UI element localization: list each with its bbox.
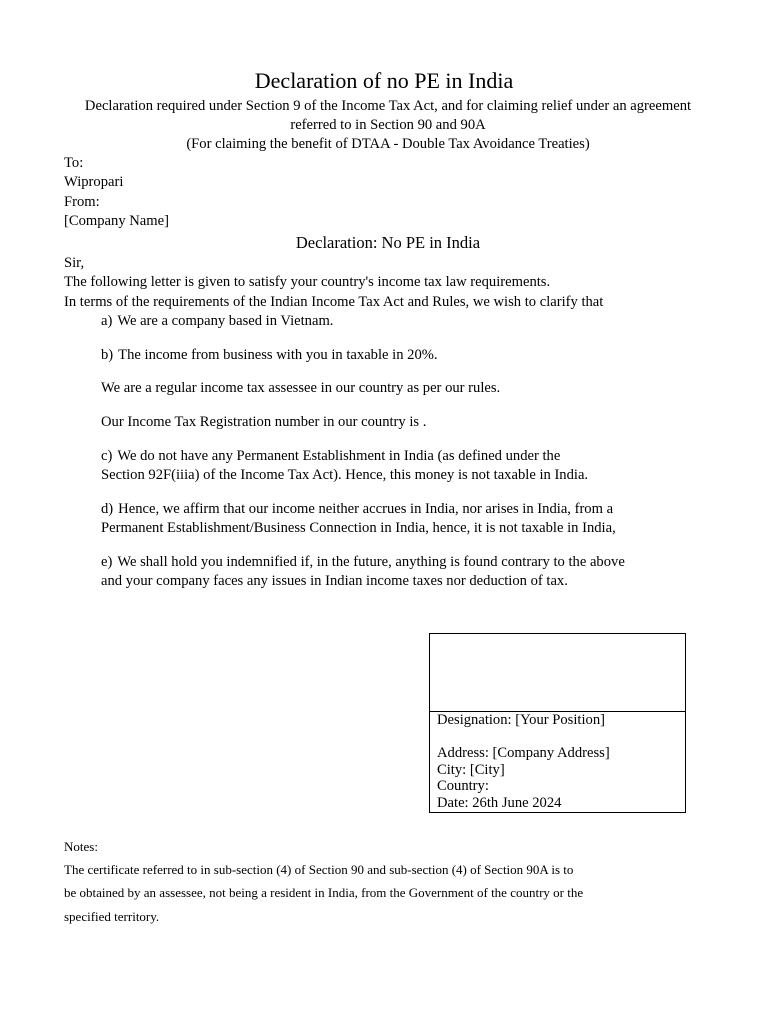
intro-line: In terms of the requirements of the Indian Income Tax Act and Rules, we wish to clarify that [64, 293, 604, 310]
signature-area [430, 634, 685, 712]
declaration-item-assessee [101, 379, 500, 398]
country-field: Country: [437, 778, 489, 795]
item-text: We shall hold you indemnified if, in the future, anything is found contrary to the above [117, 554, 625, 570]
item-text: Hence, we affirm that our income neither accrues in India, nor arises in India, from a [118, 501, 614, 517]
declaration-item-a [101, 312, 333, 331]
item-text: Our Income Tax Registration number in our country is . [101, 414, 427, 430]
city-field: City: [City] [437, 761, 505, 778]
declaration-item-b [101, 346, 438, 365]
declaration-item-registration [101, 413, 426, 432]
item-mark: e) [101, 554, 113, 570]
item-mark: c) [101, 448, 113, 464]
designation-field: Designation: [Your Position] [437, 712, 605, 728]
item-text: The income from business with you in taxable in 20%. [118, 347, 438, 363]
item-text: We do not have any Permanent Establishment in India (as defined under the [117, 448, 561, 464]
signature-box [429, 633, 686, 813]
declaration-item-e [101, 553, 625, 592]
item-mark: d) [101, 501, 114, 517]
date-field: Date: 26th June 2024 [437, 795, 562, 812]
from-value: [Company Name] [64, 212, 169, 229]
letter-intro [64, 254, 603, 312]
address-field: Address: [Company Address] [437, 744, 610, 761]
item-text: Permanent Establishment/Business Connection in India, hence, it is not taxable in India, [101, 520, 616, 537]
address-block [64, 154, 169, 231]
notes-line: be obtained by an assessee, not being a resident in India, from the Government of the country or the [64, 885, 584, 901]
subtitle-line: (For claiming the benefit of DTAA - Double Tax Avoidance Treaties) [186, 136, 590, 152]
item-mark: a) [101, 313, 113, 329]
declaration-heading: Declaration: No PE in India [295, 233, 481, 252]
item-mark: b) [101, 347, 114, 363]
notes-line: The certificate referred to in sub-section (4) of Section 90 and sub-section (4) of Section 90A is to [64, 862, 574, 878]
declaration-item-c [101, 447, 588, 486]
to-value: Wipropari [64, 174, 124, 191]
salutation: Sir, [64, 255, 85, 271]
intro-line: The following letter is given to satisfy your country's income tax law requirements. [64, 274, 551, 291]
notes-section [64, 835, 583, 928]
item-text: We are a regular income tax assessee in our country as per our rules. [101, 380, 501, 396]
document-subtitle [60, 97, 716, 154]
subtitle-line: referred to in Section 90 and 90A [290, 117, 486, 133]
signatory-details [437, 712, 610, 812]
subtitle-line: Declaration required under Section 9 of the Income Tax Act, and for claiming relief under an agreement [84, 98, 692, 114]
item-text: and your company faces any issues in Indian income taxes nor deduction of tax. [101, 573, 568, 590]
notes-label: Notes: [64, 839, 98, 854]
item-text: Section 92F(iiia) of the Income Tax Act). Hence, this money is not taxable in India. [101, 467, 589, 484]
declaration-item-d [101, 500, 616, 539]
from-label: From: [64, 193, 100, 210]
notes-line: specified territory. [64, 908, 160, 924]
document-title: Declaration of no PE in India [254, 68, 514, 93]
to-label: To: [64, 155, 84, 171]
item-text: We are a company based in Vietnam. [117, 313, 334, 329]
